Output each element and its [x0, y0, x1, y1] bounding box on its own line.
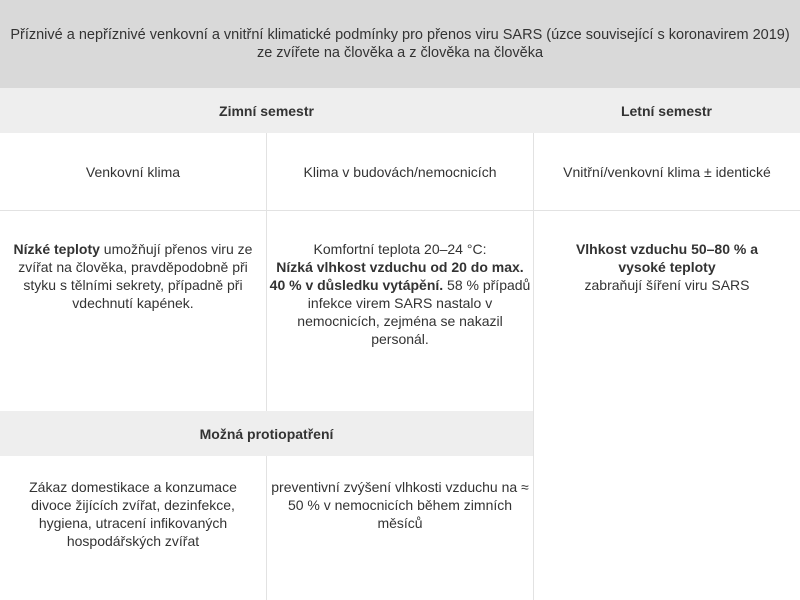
indoor-conditions-bold: Nízká vlhkost vzduchu od 20 do max. 40 % v důsledku vytápění.: [269, 259, 524, 293]
winter-semester-header: Zimní semestr: [0, 88, 533, 133]
indoor-countermeasures-text: preventivní zvýšení vlhkosti vzduchu na ≈ 50 % v nemocnicích během zimních měsíců: [271, 479, 529, 531]
grid-divider: [0, 210, 800, 211]
grid-divider: [266, 133, 267, 411]
summer-conditions-cell: [534, 240, 800, 410]
summer-climate-label: Vnitřní/venkovní klima ± identické: [563, 163, 771, 180]
title-line-1: Příznivé a nepříznivé venkovní a vnitřní klimatické podmínky pro přenos viru SARS (úzce související s koronavirem 2019): [10, 27, 790, 43]
indoor-conditions-intro: Komfortní teplota 20–24 °C:: [313, 241, 487, 257]
grid-divider: [266, 456, 267, 600]
indoor-conditions-cell: [267, 240, 533, 410]
summer-conditions-text: zabraňují šíření viru SARS: [584, 277, 750, 293]
figure-title: [0, 0, 800, 88]
outdoor-climate-label: Venkovní klima: [85, 163, 181, 180]
indoor-climate-header: [267, 133, 533, 210]
outdoor-conditions-bold: Nízké teploty: [13, 241, 100, 257]
summer-semester-header: Letní semestr: [533, 88, 800, 133]
indoor-conditions-text: 58 % případů infekce virem SARS nastalo v nemocnicích, zejména se nakazil personál.: [297, 277, 531, 347]
summer-conditions-bold: Vlhkost vzduchu 50–80 % a vysoké teploty: [575, 241, 759, 275]
countermeasures-header: Možná protiopatření: [0, 411, 533, 456]
grid-divider: [533, 133, 534, 600]
outdoor-countermeasures-text: Zákaz domestikace a konzumace divoce žijících zvířat, dezinfekce, hygiena, utracení infikovaných hospodářských zvířat: [29, 479, 237, 549]
summer-climate-header: [534, 133, 800, 210]
outdoor-countermeasures-cell: [0, 478, 266, 600]
indoor-countermeasures-cell: [267, 478, 533, 600]
indoor-climate-label: Klima v budovách/nemocnicích: [303, 163, 497, 180]
title-line-2: ze zvířete na člověka a z člověka na člověka: [256, 45, 544, 61]
outdoor-climate-header: [0, 133, 266, 210]
outdoor-conditions-cell: [0, 240, 266, 410]
outdoor-conditions-text: umožňují přenos viru ze zvířat na člověka, pravděpodobně při styku s tělními sekrety, případně při vdechnutí kapének.: [18, 241, 253, 311]
